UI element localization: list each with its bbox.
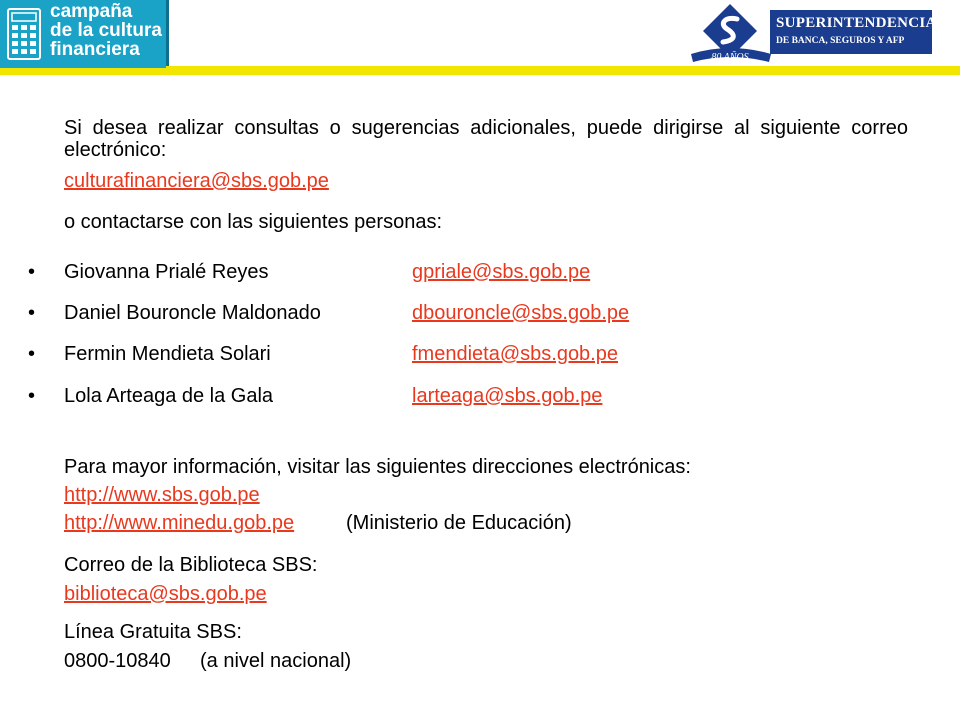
hotline-label: Línea Gratuita SBS: bbox=[64, 621, 242, 643]
contact-name: Lola Arteaga de la Gala bbox=[64, 385, 274, 407]
contact-email-link[interactable]: fmendieta@sbs.gob.pe bbox=[412, 343, 618, 365]
minedu-note: (Ministerio de Educación) bbox=[346, 512, 572, 534]
bullet: • bbox=[28, 385, 36, 407]
sbs-website-link[interactable]: http://www.sbs.gob.pe bbox=[64, 484, 260, 506]
anniversary-label: 80 AÑOS bbox=[711, 52, 749, 63]
contact-row bbox=[0, 385, 960, 411]
bullet: • bbox=[28, 343, 36, 365]
sbs-subtitle: DE BANCA, SEGUROS Y AFP bbox=[776, 36, 905, 46]
more-info-text: Para mayor información, visitar las siguientes direcciones electrónicas: bbox=[64, 456, 691, 478]
bullet: • bbox=[28, 302, 36, 324]
hotline-note: (a nivel nacional) bbox=[200, 650, 352, 672]
campaign-line-1: campaña bbox=[50, 1, 133, 22]
hotline-number: 0800-10840 bbox=[64, 650, 171, 672]
contact-name: Fermin Mendieta Solari bbox=[64, 343, 271, 365]
contact-row bbox=[0, 343, 960, 369]
contact-email-link[interactable]: dbouroncle@sbs.gob.pe bbox=[412, 302, 630, 324]
contact-email-link[interactable]: gpriale@sbs.gob.pe bbox=[412, 261, 591, 283]
bullet: • bbox=[28, 261, 36, 283]
campaign-line-3: financiera bbox=[50, 39, 140, 60]
minedu-website-link[interactable]: http://www.minedu.gob.pe bbox=[64, 512, 295, 534]
contact-row bbox=[0, 302, 960, 328]
library-label: Correo de la Biblioteca SBS: bbox=[64, 554, 318, 576]
contact-email-link[interactable]: larteaga@sbs.gob.pe bbox=[412, 385, 603, 407]
contact-prompt: o contactarse con las siguientes personas: bbox=[64, 211, 442, 233]
library-email-link[interactable]: biblioteca@sbs.gob.pe bbox=[64, 583, 267, 605]
contact-name: Giovanna Prialé Reyes bbox=[64, 261, 269, 283]
intro-text: Si desea realizar consultas o sugerencias adicionales, puede dirigirse al siguiente correo electrónico: bbox=[64, 117, 908, 161]
sbs-name: SUPERINTENDENCIA bbox=[776, 15, 937, 31]
culturafinanciera-email-link[interactable]: culturafinanciera@sbs.gob.pe bbox=[64, 170, 329, 192]
contact-name: Daniel Bouroncle Maldonado bbox=[64, 302, 321, 324]
campaign-line-2: de la cultura bbox=[50, 20, 162, 41]
contact-row bbox=[0, 261, 960, 287]
